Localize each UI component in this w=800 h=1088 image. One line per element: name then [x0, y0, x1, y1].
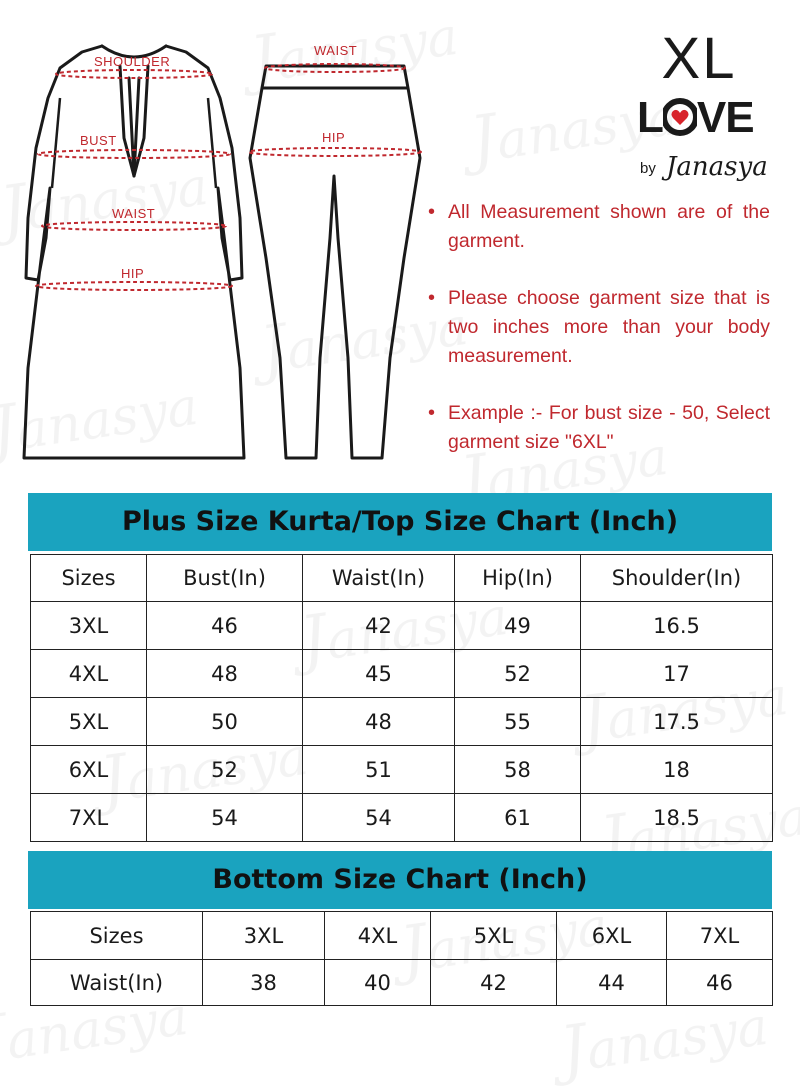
bust-cell: 48 — [147, 650, 303, 698]
bust-cell: 50 — [147, 698, 303, 746]
hip-cell: 55 — [455, 698, 581, 746]
bottom-size-table — [30, 911, 773, 1006]
shoulder-cell: 17 — [581, 650, 773, 698]
table-row — [31, 650, 773, 698]
shoulder-cell: 18.5 — [581, 794, 773, 842]
table-row — [31, 746, 773, 794]
logo-by-text: by — [640, 160, 656, 177]
logo-xl-text: XL — [661, 26, 737, 91]
bust-cell: 52 — [147, 746, 303, 794]
waist-cell: 42 — [431, 960, 557, 1006]
top-size-table — [30, 554, 773, 842]
bust-cell: 54 — [147, 794, 303, 842]
header-cell: Hip(In) — [455, 555, 581, 602]
row-label-cell: Waist(In) — [31, 960, 203, 1006]
size-cell: 5XL — [431, 912, 557, 960]
waist-cell: 42 — [303, 602, 455, 650]
shoulder-label: SHOULDER — [94, 54, 171, 69]
size-cell: 3XL — [203, 912, 325, 960]
table-row — [31, 602, 773, 650]
waist-cell: 48 — [303, 698, 455, 746]
measurement-notes — [424, 198, 770, 485]
kurta-waist-label: WAIST — [112, 206, 156, 221]
hip-cell: 61 — [455, 794, 581, 842]
kurta-illustration — [20, 38, 250, 466]
logo-brand-text: Janasya — [666, 152, 768, 182]
waist-cell: 46 — [667, 960, 773, 1006]
logo-love-prefix: L — [637, 93, 663, 142]
waist-cell: 40 — [325, 960, 431, 1006]
header-cell: Shoulder(In) — [581, 555, 773, 602]
table-row — [31, 698, 773, 746]
size-cell: 4XL — [31, 650, 147, 698]
shoulder-cell: 17.5 — [581, 698, 773, 746]
waist-cell: 44 — [557, 960, 667, 1006]
size-cell: 6XL — [31, 746, 147, 794]
kurta-hip-label: HIP — [121, 266, 145, 281]
table-row — [31, 960, 773, 1006]
waist-cell: 51 — [303, 746, 455, 794]
table-row — [31, 794, 773, 842]
row-label-cell: Sizes — [31, 912, 203, 960]
size-cell: 4XL — [325, 912, 431, 960]
bust-cell: 46 — [147, 602, 303, 650]
bust-label: BUST — [80, 133, 117, 148]
hip-cell: 58 — [455, 746, 581, 794]
hip-cell: 49 — [455, 602, 581, 650]
header-cell: Waist(In) — [303, 555, 455, 602]
shoulder-cell: 16.5 — [581, 602, 773, 650]
waist-cell: 45 — [303, 650, 455, 698]
note-item: • Please choose garment size that is two inches more than your body measurement. — [424, 284, 770, 371]
top-chart-title: Plus Size Kurta/Top Size Chart (Inch) — [28, 493, 772, 551]
size-cell: 7XL — [31, 794, 147, 842]
size-cell: 3XL — [31, 602, 147, 650]
header-cell: Sizes — [31, 555, 147, 602]
size-cell: 6XL — [557, 912, 667, 960]
shoulder-cell: 18 — [581, 746, 773, 794]
hip-cell: 52 — [455, 650, 581, 698]
logo-love-text — [637, 94, 754, 142]
pant-hip-label: HIP — [322, 130, 346, 145]
size-cell: 5XL — [31, 698, 147, 746]
waist-cell: 54 — [303, 794, 455, 842]
heart-icon — [663, 98, 697, 132]
header-cell: Bust(In) — [147, 555, 303, 602]
table-row — [31, 912, 773, 960]
pant-waist-label: WAIST — [314, 43, 358, 58]
bottom-chart-title: Bottom Size Chart (Inch) — [28, 851, 772, 909]
waist-cell: 38 — [203, 960, 325, 1006]
size-cell: 7XL — [667, 912, 773, 960]
logo-love-suffix: VE — [696, 93, 754, 142]
table-header-row — [31, 555, 773, 602]
note-item: • Example :- For bust size - 50, Select garment size "6XL" — [424, 399, 770, 457]
pants-illustration — [240, 58, 430, 468]
note-item: • All Measurement shown are of the garment. — [424, 198, 770, 256]
